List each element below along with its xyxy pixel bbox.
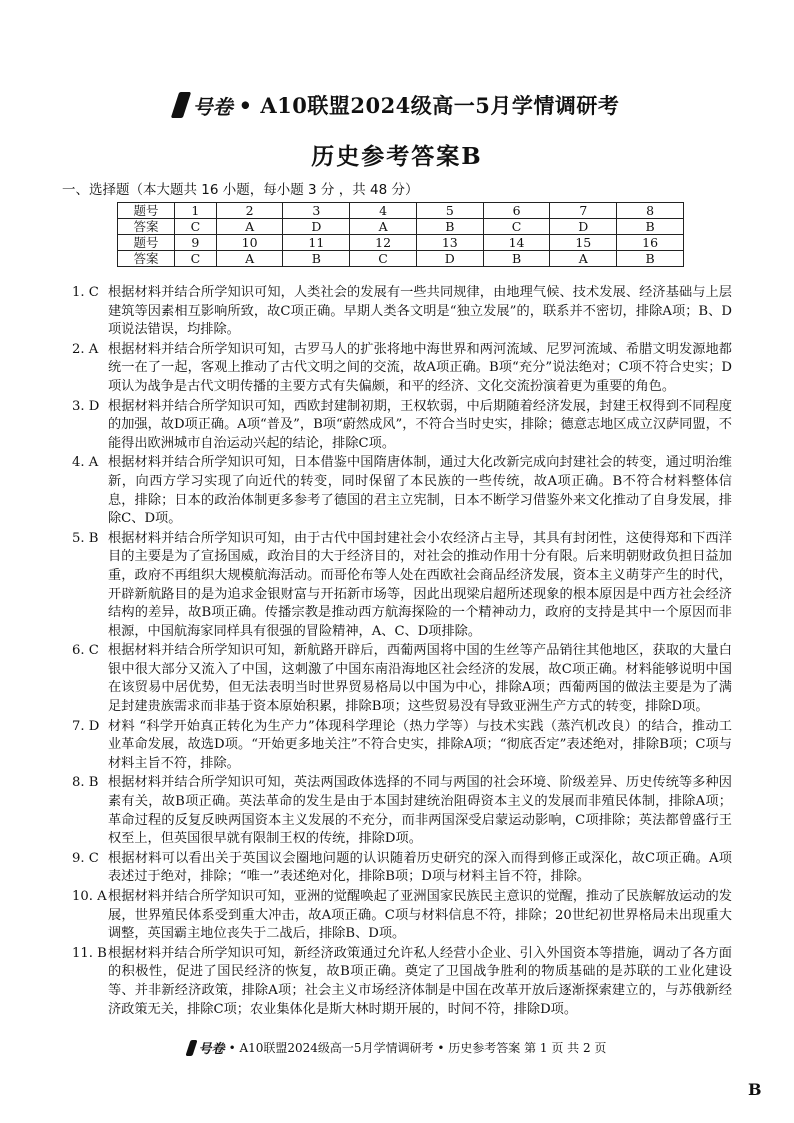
explanation-text: 根据材料并结合所学知识可知，古罗马人的扩张将地中海世界和两河流域、尼罗河流域、希腊文明发源地都统一在了一起，客观上推动了古代文明之间的交流，故A项正确。B项“充分”说法绝对；C项不符合史实；D项认为战争是古代文明传播的主要方式有失偏颇，和平的经济、文化交流扮演着更为重要的角色。: [108, 341, 732, 394]
answer-cell: D: [550, 219, 617, 235]
answer-cell: D: [416, 251, 483, 267]
document-subtitle: 历史参考答案B: [311, 143, 483, 170]
question-number: 8. B: [72, 775, 99, 791]
answer-cell: D: [283, 219, 350, 235]
question-number-cell: 15: [550, 235, 617, 251]
explanation-text: 根据材料并结合所学知识可知，西欧封建制初期，王权软弱，中后期随着经济发展，封建王权得到不同程度的加强，故D项正确。A项“普及”，B项“蔚然成风”，不符合当时史实，排除；德意志地区成立汉萨同盟，不能得出欧洲城市自治运动兴起的结论，排除C项。: [108, 398, 732, 451]
explanation-text: 根据材料并结合所学知识可知，日本借鉴中国隋唐体制，通过大化改新完成向封建社会的转变，通过明治维新，向西方学习实现了向近代的转变，同时保留了本民族的一些传统，故A项正确。B不符合材料整体信息，排除；日本的政治体制更多参考了德国的君主立宪制，日本不断学习借鉴外来文化推动了自身发展，排除C、D项。: [108, 455, 732, 527]
row-label: 答案: [118, 219, 175, 235]
question-number-row: [118, 203, 684, 219]
footer: [0, 1038, 794, 1057]
answer-cell: C: [175, 251, 217, 267]
question-explanation: [72, 284, 732, 340]
explanation-text: 根据材料并结合所学知识可知，新航路开辟后，西葡两国将中国的生丝等产品销往其他地区，获取的大量白银中很大部分又流入了中国，这刺激了中国东南沿海地区社会经济的发展，故C项正确。材料能够说明中国在该贸易中居优势，但无法表明当时世界贸易格局以中国为中心，排除A项；西葡两国的做法主要是为了满足封建贵族需求而非基于资本原始积累，排除B项；这些贸易没有导致亚洲生产方式的转变，排除D项。: [108, 643, 732, 715]
brand-logo-icon: [170, 92, 190, 118]
answer-cell: C: [483, 219, 550, 235]
question-explanation: [72, 850, 732, 887]
answer-cell: B: [416, 219, 483, 235]
question-list: [72, 284, 732, 1020]
row-label: 题号: [118, 203, 175, 219]
explanation-text: 材料 “科学开始真正转化为生产力”体现科学理论（热力学等）与技术实践（蒸汽机改良）的结合，推动工业革命发展，故选D项。“开始更多地关注”不符合史实，排除A项；“彻底否定”表述绝对，排除B项；C项与材料主旨不符，排除。: [108, 718, 732, 771]
header: [0, 90, 794, 171]
question-number-cell: 16: [617, 235, 684, 251]
question-number: 7. D: [72, 718, 100, 734]
answer-cell: C: [350, 251, 417, 267]
answer-cell: B: [617, 251, 684, 267]
answer-table: [117, 202, 684, 267]
answer-cell: A: [216, 251, 283, 267]
question-explanation: [72, 945, 732, 1019]
footer-text: • A10联盟2024级高一5月学情调研考 • 历史参考答案 第 1 页 共 2 页: [228, 1041, 607, 1055]
question-explanation: [72, 774, 732, 848]
question-number-cell: 9: [175, 235, 217, 251]
question-number-cell: 12: [350, 235, 417, 251]
question-number-row: [118, 235, 684, 251]
answer-cell: A: [550, 251, 617, 267]
question-number-cell: 6: [483, 203, 550, 219]
brand-name: 号卷: [192, 94, 233, 119]
question-number: 3. D: [72, 398, 100, 414]
version-letter: B: [748, 1080, 762, 1099]
answer-row: [118, 251, 684, 267]
question-number: 9. C: [72, 850, 99, 866]
question-explanation: [72, 341, 732, 397]
question-number-cell: 5: [416, 203, 483, 219]
footer-logo-icon: [185, 1040, 197, 1056]
question-explanation: [72, 888, 732, 944]
question-number: 4. A: [72, 455, 99, 471]
row-label: 题号: [118, 235, 175, 251]
question-number-cell: 11: [283, 235, 350, 251]
question-number: 5. B: [72, 530, 99, 546]
question-number-cell: 7: [550, 203, 617, 219]
question-number: 1. C: [72, 285, 99, 300]
question-number-cell: 13: [416, 235, 483, 251]
answer-cell: A: [216, 219, 283, 235]
question-number-cell: 1: [175, 203, 217, 219]
answer-cell: B: [283, 251, 350, 267]
explanation-text: 根据材料并结合所学知识可知，由于古代中国封建社会小农经济占主导，其具有封闭性，这使得郑和下西洋目的主要是为了宣扬国威，政治目的大于经济目的，对社会的推动作用十分有限。后来明朝财政负担日益加重，政府不再组织大规模航海活动。而哥伦布等人处在西欧社会商品经济发展，资本主义萌芽产生的时代，开辟新航路目的是为追求金银财富与开拓新市场等，因此出现梁启超所述现象的根本原因是中西方社会经济结构的差异，故B项正确。传播宗教是推动西方航海探险的一个精神动力，政府的支持是其中一个原因而非根源，中国航海家同样具有很强的冒险精神，A、C、D项排除。: [108, 530, 732, 639]
explanation-text: 根据材料并结合所学知识可知，新经济政策通过允许私人经营小企业、引入外国资本等措施，调动了各方面的积极性，促进了国民经济的恢复，故B项正确。奠定了卫国战争胜利的物质基础的是苏联的工业化建设等、并非新经济政策，排除A项；社会主义市场经济体制是中国在改革开放后逐渐探索建立的，与苏俄新经济政策无关，排除C项；农业集体化是斯大林时期开展的，时间不符，排除D项。: [108, 945, 732, 1017]
question-explanation: [72, 718, 732, 774]
title-row: [0, 90, 794, 120]
footer-brand: 号卷: [198, 1042, 225, 1057]
question-number-cell: 3: [283, 203, 350, 219]
question-number: 2. A: [72, 341, 99, 357]
question-explanation: [72, 530, 732, 642]
question-number-cell: 2: [216, 203, 283, 219]
question-number: 6. C: [72, 643, 99, 659]
question-number: 11. B: [72, 945, 107, 961]
exam-title: • A10联盟2024级高一5月学情调研考: [238, 93, 620, 118]
explanation-text: 根据材料并结合所学知识可知，人类社会的发展有一些共同规律，由地理气候、技术发展、经济基础与上层建筑等因素相互影响所致，故C项正确。早期人类各文明是“独立发展”的，联系并不密切，排除A项；B、D项说法错误，均排除。: [108, 285, 732, 338]
question-explanation: [72, 642, 732, 716]
question-explanation: [72, 398, 732, 454]
row-label: 答案: [118, 251, 175, 267]
question-number-cell: 4: [350, 203, 417, 219]
question-number-cell: 8: [617, 203, 684, 219]
question-number-cell: 14: [483, 235, 550, 251]
answer-row: [118, 219, 684, 235]
answer-cell: C: [175, 219, 217, 235]
explanation-text: 根据材料并结合所学知识可知，亚洲的觉醒唤起了亚洲国家民族民主意识的觉醒，推动了民族解放运动的发展，世界殖民体系受到重大冲击，故A项正确。C项与材料信息不符，排除；20世纪初世界格局未出现重大调整，英国霸主地位丧失于二战后，排除B、D项。: [108, 889, 732, 942]
answer-cell: A: [350, 219, 417, 235]
question-explanation: [72, 454, 732, 528]
question-number: 10. A: [72, 889, 107, 904]
explanation-text: 根据材料可以看出关于英国议会圈地问题的认识随着历史研究的深入而得到修正或深化，故C项正确。A项表述过于绝对，排除；“唯一”表述绝对化，排除B项；D项与材料主旨不符，排除。: [108, 850, 732, 885]
answer-cell: B: [483, 251, 550, 267]
explanation-text: 根据材料并结合所学知识可知，英法两国政体选择的不同与两国的社会环境、阶级差异、历史传统等多种因素有关，故B项正确。英法革命的发生是由于本国封建统治阻碍资本主义的发展而非殖民体制，排除A项；革命过程的反复反映两国资本主义发展的不充分，而非两国深受启蒙运动影响，C项排除；英法都曾盛行王权至上，但英国很早就有限制王权的传统，排除D项。: [108, 775, 732, 847]
answer-cell: B: [617, 219, 684, 235]
section-heading: 一、选择题（本大题共 16 小题，每小题 3 分 ，共 48 分）: [62, 182, 419, 198]
question-number-cell: 10: [216, 235, 283, 251]
